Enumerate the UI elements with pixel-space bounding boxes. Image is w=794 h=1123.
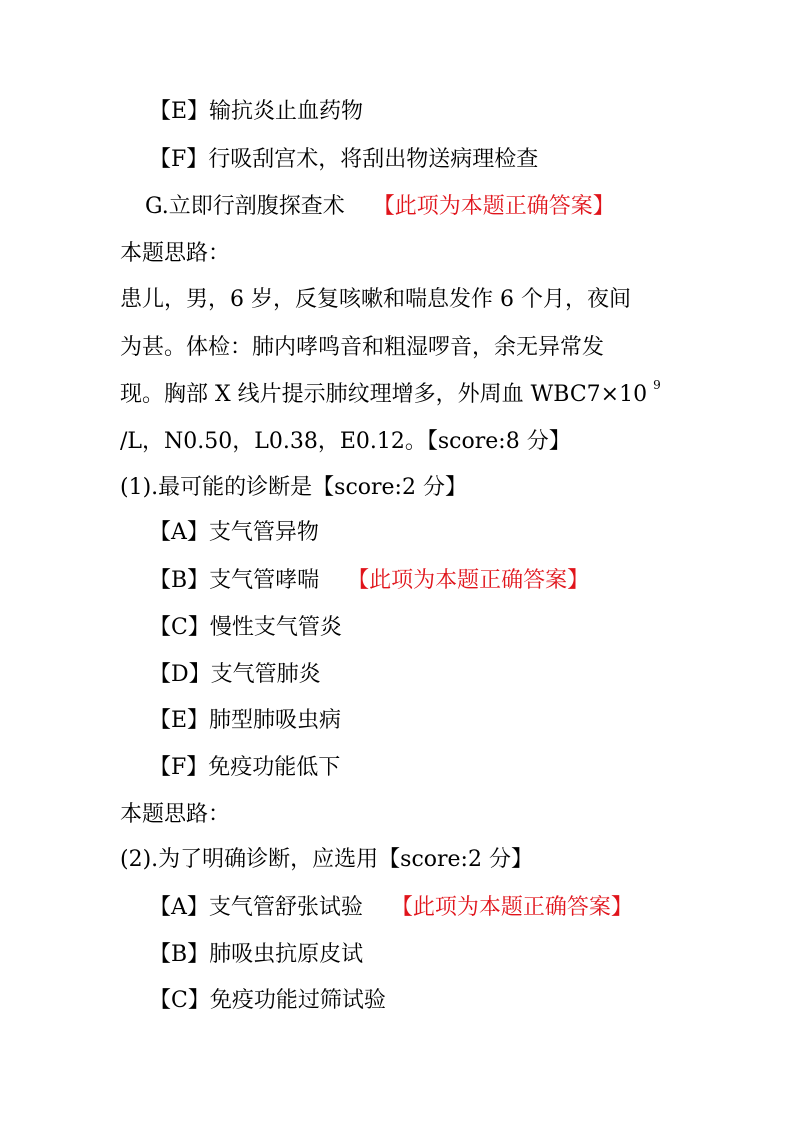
option-c [149, 613, 342, 643]
option-label: 【F】行吸刮宫术，将刮出物送病理检查 [149, 147, 539, 172]
case-text-line [120, 380, 661, 410]
correct-answer-tag: 【此项为本题正确答案】 [347, 568, 590, 593]
option-f [149, 145, 538, 175]
option-g [145, 192, 615, 222]
case-text: 患儿，男，6 岁，反复咳嗽和喘息发作 6 个月，夜间 [120, 287, 631, 312]
thinking-label [120, 239, 230, 269]
option-a [149, 893, 633, 923]
superscript-exponent: 9 [653, 378, 661, 392]
option-e [149, 97, 363, 127]
option-label: 【C】免疫功能过筛试验 [149, 988, 386, 1013]
thinking-text: 本题思路： [120, 241, 231, 266]
option-label: 【D】支气管肺炎 [149, 662, 321, 687]
thinking-label [120, 800, 230, 830]
option-label: 【E】肺型肺吸虫病 [149, 708, 342, 733]
option-c [149, 986, 386, 1016]
case-text-line [120, 427, 571, 457]
option-e [149, 706, 341, 736]
case-text: 为甚。体检：肺内哮鸣音和粗湿啰音，余无异常发 [120, 335, 605, 360]
option-label: 【F】免疫功能低下 [149, 755, 341, 780]
option-f [149, 753, 340, 783]
option-b [149, 566, 589, 596]
question-stem [120, 845, 533, 875]
question-text: (2).为了明确诊断，应选用【score:2 分】 [120, 847, 533, 872]
option-label: 【E】输抗炎止血药物 [149, 99, 364, 124]
option-label: 【C】慢性支气管炎 [149, 615, 342, 640]
option-label: 【B】肺吸虫抗原皮试 [149, 942, 364, 967]
option-label: 【B】支气管哮喘 [149, 568, 320, 593]
question-text: (1).最可能的诊断是【score:2 分】 [120, 475, 467, 500]
correct-answer-tag: 【此项为本题正确答案】 [390, 895, 633, 920]
thinking-text: 本题思路： [120, 802, 231, 827]
option-a [149, 518, 319, 548]
option-label: G.立即行剖腹探查术 [145, 194, 345, 219]
case-text-line [120, 285, 631, 315]
option-label: 【A】支气管异物 [149, 520, 319, 545]
option-label: 【A】支气管舒张试验 [149, 895, 363, 920]
case-text: /L，N0.50，L0.38，E0.12。【score:8 分】 [120, 429, 571, 454]
option-b [149, 940, 363, 970]
option-d [149, 660, 321, 690]
case-text-line [120, 333, 604, 363]
question-stem [120, 473, 467, 503]
correct-answer-tag: 【此项为本题正确答案】 [372, 194, 615, 219]
case-text: 现。胸部 X 线片提示肺纹理增多，外周血 WBC7×10 [120, 382, 648, 407]
